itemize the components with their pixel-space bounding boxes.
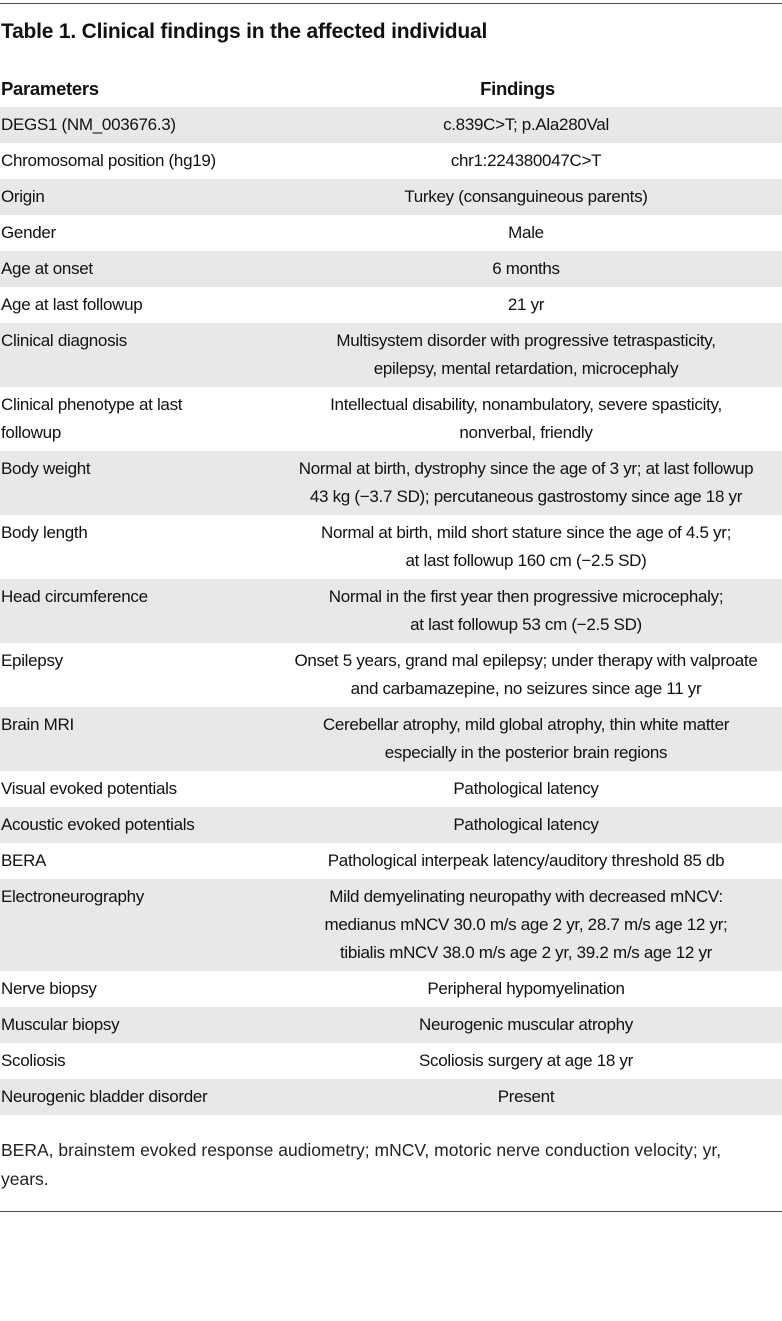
table-row <box>0 323 782 387</box>
finding-text: especially in the posterior brain regions <box>384 743 668 762</box>
parameter-cell <box>0 323 252 387</box>
finding-cell <box>252 643 782 707</box>
finding-cell <box>252 323 782 387</box>
finding-cell <box>252 107 782 143</box>
table-row <box>0 143 782 179</box>
parameter-cell <box>0 643 252 707</box>
parameter-text: Neurogenic bladder disorder <box>1 1087 208 1106</box>
finding-text: Cerebellar atrophy, mild global atrophy, thin white matter <box>322 715 730 734</box>
parameter-text: Gender <box>1 223 56 242</box>
finding-text: at last followup 160 cm (−2.5 SD) <box>405 551 647 570</box>
finding-text: Pathological interpeak latency/auditory threshold 85 db <box>327 851 725 870</box>
finding-text: Normal at birth, dystrophy since the age of 3 yr; at last followup <box>298 459 754 478</box>
finding-cell <box>252 215 782 251</box>
table-row <box>0 1043 782 1079</box>
parameter-text: Electroneurography <box>1 887 144 906</box>
finding-cell <box>252 515 782 579</box>
finding-cell <box>252 843 782 879</box>
column-header-parameters: Parameters <box>1 78 99 99</box>
parameter-cell <box>0 579 252 643</box>
table-row <box>0 1007 782 1043</box>
table-row <box>0 771 782 807</box>
parameter-text: Clinical phenotype at last <box>1 395 183 414</box>
finding-cell <box>252 287 782 323</box>
finding-text: Neurogenic muscular atrophy <box>419 1015 633 1034</box>
table-row <box>0 971 782 1007</box>
parameter-text: BERA <box>1 851 47 870</box>
table-row <box>0 515 782 579</box>
column-header-findings: Findings <box>480 78 555 99</box>
finding-cell <box>252 251 782 287</box>
parameter-cell <box>0 1007 252 1043</box>
finding-text: Pathological latency <box>453 779 599 798</box>
finding-text: Turkey (consanguineous parents) <box>404 187 648 206</box>
finding-cell <box>252 579 782 643</box>
parameter-text: Visual evoked potentials <box>1 779 177 798</box>
finding-text: at last followup 53 cm (−2.5 SD) <box>410 615 642 634</box>
parameter-cell <box>0 387 252 451</box>
finding-cell <box>252 1079 782 1115</box>
parameter-text: Epilepsy <box>1 651 63 670</box>
table-row <box>0 1079 782 1115</box>
parameter-cell <box>0 971 252 1007</box>
finding-cell <box>252 1007 782 1043</box>
parameter-text: Scoliosis <box>1 1051 66 1070</box>
finding-text: Present <box>497 1087 555 1106</box>
parameter-text: Body length <box>1 523 88 542</box>
finding-text: Normal in the first year then progressive microcephaly; <box>328 587 724 606</box>
table-row <box>0 879 782 971</box>
finding-text: and carbamazepine, no seizures since age 11 yr <box>350 679 702 698</box>
parameter-cell <box>0 843 252 879</box>
parameter-cell <box>0 451 252 515</box>
finding-text: epilepsy, mental retardation, microcephaly <box>373 359 679 378</box>
table-row <box>0 287 782 323</box>
parameter-cell <box>0 287 252 323</box>
finding-text: 21 yr <box>507 295 545 314</box>
finding-text: Intellectual disability, nonambulatory, severe spasticity, <box>330 395 722 414</box>
top-rule <box>0 3 782 4</box>
bottom-rule <box>0 1211 782 1212</box>
finding-text: 6 months <box>492 259 560 278</box>
finding-cell <box>252 387 782 451</box>
parameter-text: followup <box>1 423 61 442</box>
table-row <box>0 179 782 215</box>
finding-cell <box>252 771 782 807</box>
table-row <box>0 807 782 843</box>
parameter-cell <box>0 807 252 843</box>
clinical-findings-table <box>0 71 782 1115</box>
parameter-text: DEGS1 (NM_003676.3) <box>1 115 176 134</box>
table-row <box>0 215 782 251</box>
finding-cell <box>252 807 782 843</box>
finding-text: Pathological latency <box>453 815 599 834</box>
parameter-text: Body weight <box>1 459 91 478</box>
table-header-row <box>0 71 782 107</box>
finding-cell <box>252 143 782 179</box>
parameter-cell <box>0 879 252 971</box>
parameter-text: Age at onset <box>1 259 93 278</box>
finding-text: tibialis mNCV 38.0 m/s age 2 yr, 39.2 m/s age 12 yr <box>339 943 713 962</box>
parameter-cell <box>0 707 252 771</box>
table-row <box>0 107 782 143</box>
parameter-cell <box>0 1043 252 1079</box>
finding-text: Mild demyelinating neuropathy with decreased mNCV: <box>329 887 723 906</box>
finding-cell <box>252 879 782 971</box>
parameter-cell <box>0 1079 252 1115</box>
table-footnote: BERA, brainstem evoked response audiometry; mNCV, motoric nerve conduction velocity; yr, years. <box>1 1140 722 1189</box>
parameter-cell <box>0 771 252 807</box>
parameter-text: Clinical diagnosis <box>1 331 127 350</box>
parameter-text: Origin <box>1 187 45 206</box>
parameter-cell <box>0 515 252 579</box>
finding-text: 43 kg (−3.7 SD); percutaneous gastrostomy since age 18 yr <box>309 487 743 506</box>
table-body <box>0 107 782 1115</box>
finding-text: Normal at birth, mild short stature since the age of 4.5 yr; <box>320 523 732 542</box>
parameter-cell <box>0 215 252 251</box>
finding-cell <box>252 971 782 1007</box>
finding-cell <box>252 1043 782 1079</box>
finding-text: chr1:224380047C>T <box>450 151 602 170</box>
finding-text: Onset 5 years, grand mal epilepsy; under therapy with valproate <box>294 651 758 670</box>
parameter-text: Nerve biopsy <box>1 979 97 998</box>
finding-text: Multisystem disorder with progressive tetraspasticity, <box>336 331 716 350</box>
parameter-text: Brain MRI <box>1 715 74 734</box>
parameter-text: Head circumference <box>1 587 148 606</box>
parameter-cell <box>0 143 252 179</box>
table-row <box>0 579 782 643</box>
finding-text: nonverbal, friendly <box>459 423 593 442</box>
finding-text: medianus mNCV 30.0 m/s age 2 yr, 28.7 m/s age 12 yr; <box>324 915 728 934</box>
parameter-cell <box>0 179 252 215</box>
parameter-text: Muscular biopsy <box>1 1015 120 1034</box>
table-row <box>0 843 782 879</box>
table-row <box>0 251 782 287</box>
finding-text: c.839C>T; p.Ala280Val <box>443 115 609 134</box>
finding-text: Male <box>508 223 544 242</box>
parameter-text: Age at last followup <box>1 295 143 314</box>
parameter-text: Chromosomal position (hg19) <box>1 151 216 170</box>
parameter-text: Acoustic evoked potentials <box>1 815 195 834</box>
parameter-cell <box>0 107 252 143</box>
table-row <box>0 451 782 515</box>
table-row <box>0 387 782 451</box>
finding-text: Scoliosis surgery at age 18 yr <box>419 1051 633 1070</box>
finding-cell <box>252 451 782 515</box>
table-row <box>0 707 782 771</box>
finding-cell <box>252 707 782 771</box>
parameter-cell <box>0 251 252 287</box>
finding-text: Peripheral hypomyelination <box>427 979 625 998</box>
table-title: Table 1. Clinical findings in the affected individual <box>1 20 488 43</box>
finding-cell <box>252 179 782 215</box>
table-row <box>0 643 782 707</box>
